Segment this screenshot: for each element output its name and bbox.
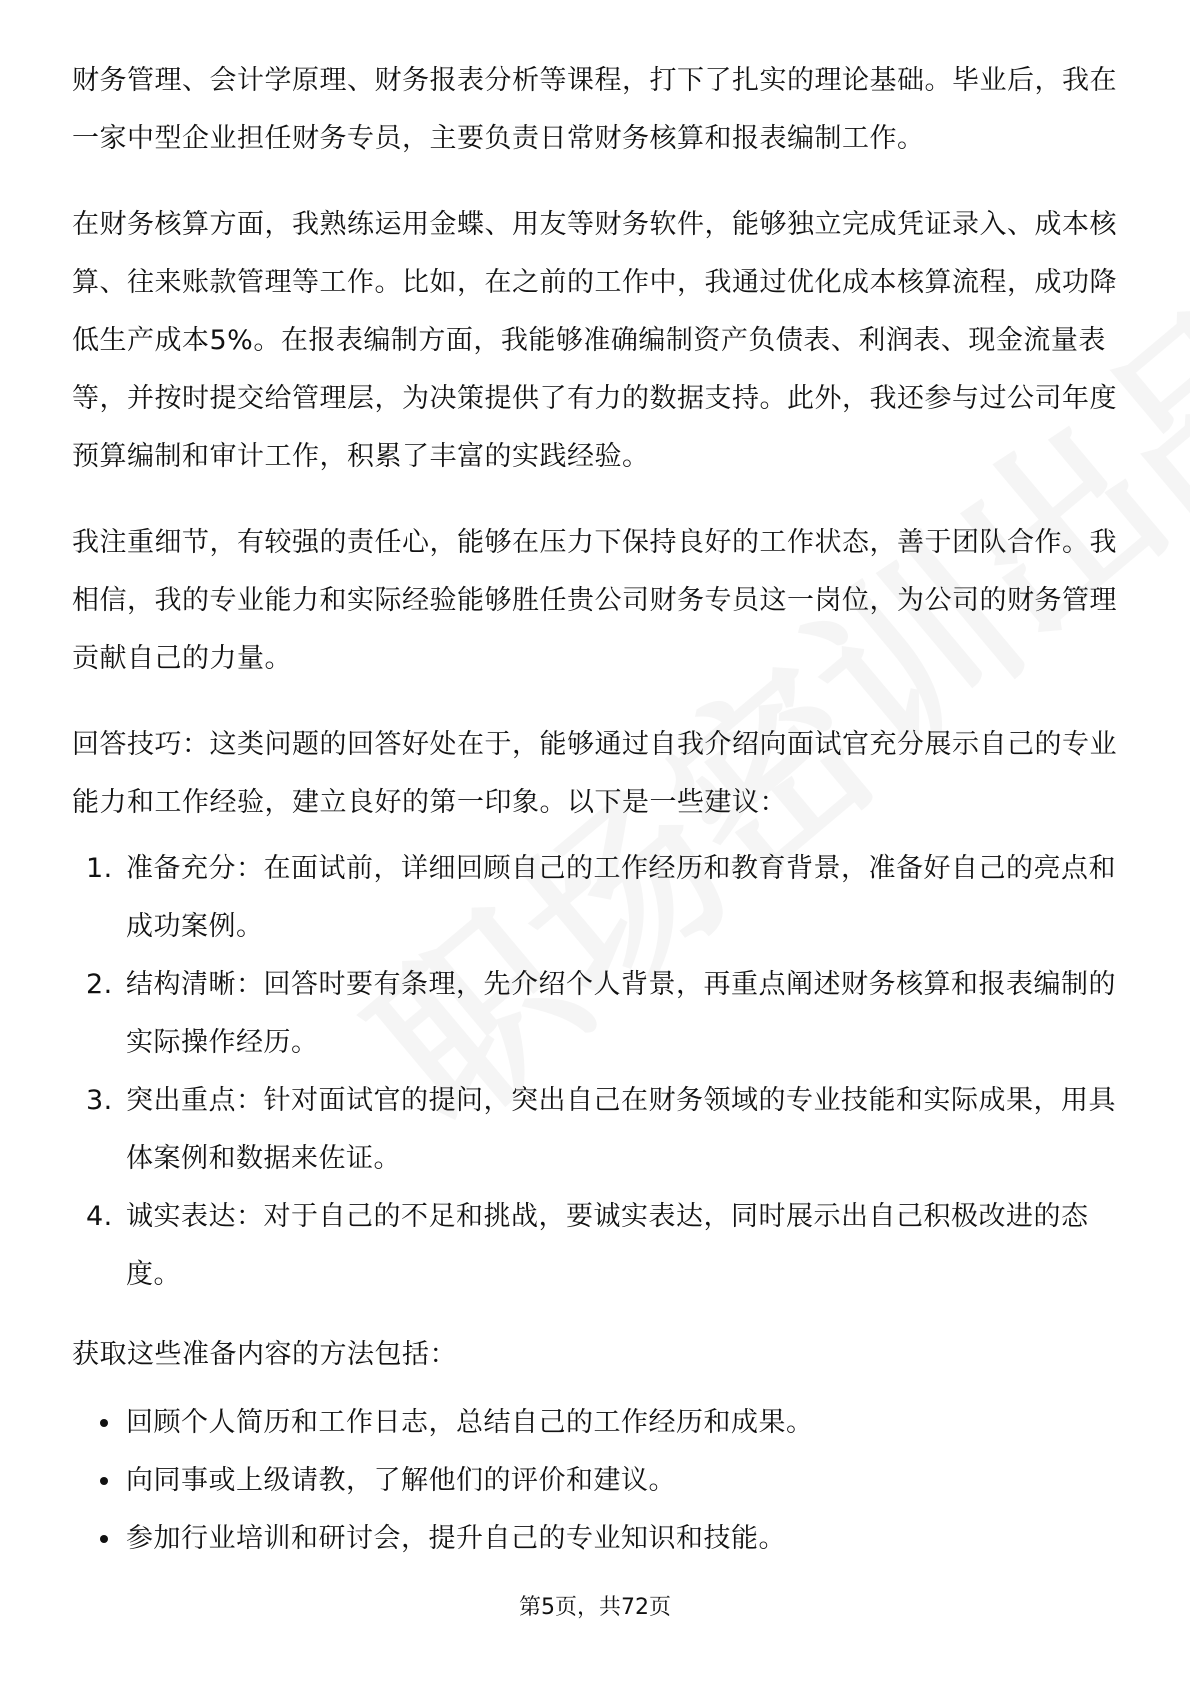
list-item-text: 参加行业培训和研讨会，提升自己的专业知识和技能。 [126, 1523, 786, 1554]
methods-list [72, 1394, 1120, 1568]
list-item [72, 1510, 1120, 1568]
list-item [72, 1394, 1120, 1452]
list-item [72, 840, 1120, 956]
paragraph-qualities: 我注重细节，有较强的责任心，能够在压力下保持良好的工作状态，善于团队合作。我相信，我的专业能力和实际经验能够胜任贵公司财务专员这一岗位，为公司的财务管理贡献自己的力量。 [72, 527, 1117, 674]
bullet-icon [100, 1419, 108, 1427]
list-item-text: 回顾个人简历和工作日志，总结自己的工作经历和成果。 [126, 1407, 814, 1438]
paragraph-education: 财务管理、会计学原理、财务报表分析等课程，打下了扎实的理论基础。毕业后，我在一家中型企业担任财务专员，主要负责日常财务核算和报表编制工作。 [72, 65, 1117, 154]
bullet-icon [100, 1535, 108, 1543]
list-item-text: 诚实表达：对于自己的不足和挑战，要诚实表达，同时展示出自己积极改进的态度。 [126, 1201, 1089, 1290]
tips-list [72, 840, 1120, 1304]
bullet-icon [100, 1477, 108, 1485]
list-number: 1. [86, 853, 113, 884]
list-item-text: 准备充分：在面试前，详细回顾自己的工作经历和教育背景，准备好自己的亮点和成功案例。 [126, 853, 1116, 942]
list-item-text: 结构清晰：回答时要有条理，先介绍个人背景，再重点阐述财务核算和报表编制的实际操作经历。 [126, 969, 1116, 1058]
list-item [72, 1452, 1120, 1510]
list-number: 3. [86, 1085, 113, 1116]
list-number: 4. [86, 1201, 113, 1232]
list-item-text: 突出重点：针对面试官的提问，突出自己在财务领域的专业技能和实际成果，用具体案例和数据来佐证。 [126, 1085, 1116, 1174]
list-item [72, 956, 1120, 1072]
paragraph-methods-intro: 获取这些准备内容的方法包括： [72, 1339, 457, 1370]
list-number: 2. [86, 969, 113, 1000]
list-item-text: 向同事或上级请教，了解他们的评价和建议。 [126, 1465, 676, 1496]
page-content [72, 52, 1120, 1568]
paragraph-tips-intro: 回答技巧：这类问题的回答好处在于，能够通过自我介绍向面试官充分展示自己的专业能力和工作经验，建立良好的第一印象。以下是一些建议： [72, 729, 1117, 818]
list-item [72, 1072, 1120, 1188]
list-item [72, 1188, 1120, 1304]
page-number: 第5页，共72页 [519, 1595, 671, 1620]
paragraph-accounting: 在财务核算方面，我熟练运用金蝶、用友等财务软件，能够独立完成凭证录入、成本核算、往来账款管理等工作。比如，在之前的工作中，我通过优化成本核算流程，成功降低生产成本5%。在报表编制方面，我能够准确编制资产负债表、利润表、现金流量表等，并按时提交给管理层，为决策提供了有力的数据支持。此外，我还参与过公司年度预算编制和审计工作，积累了丰富的实践经验。 [72, 209, 1117, 472]
